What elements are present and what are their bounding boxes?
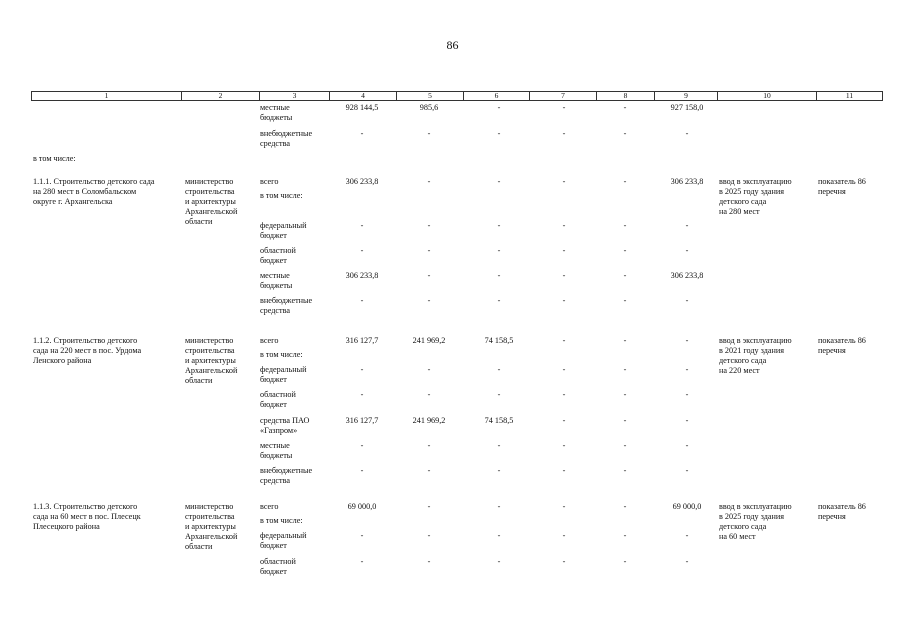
row-source: областной бюджет <box>260 246 296 265</box>
cell-c8: - <box>623 390 627 399</box>
cell-c7: - <box>562 177 566 186</box>
executor: министерство строительства и архитектуры Архангельской области <box>185 177 238 226</box>
row-source: всего <box>260 177 279 186</box>
cell-c6: - <box>497 103 501 112</box>
row-source: внебюджетные средства <box>260 466 313 485</box>
measure-title: 1.1.3. Строительство детского сада на 60 мест в пос. Плесецк Плесецкого района <box>33 502 141 531</box>
cell-c6: - <box>497 531 501 540</box>
header-col-9: 9 <box>655 92 718 100</box>
cell-c4: 69 000,0 <box>347 502 377 511</box>
row-source: внебюджетные средства <box>260 296 313 315</box>
cell-c5: 241 969,2 <box>412 416 446 425</box>
row-source: в том числе: <box>260 191 303 200</box>
cell-c9: - <box>685 246 689 255</box>
cell-c5: - <box>427 296 431 305</box>
cell-c7: - <box>562 129 566 138</box>
cell-c8: - <box>623 466 627 475</box>
cell-c7: - <box>562 246 566 255</box>
indicator: показатель 86 перечня <box>818 502 866 521</box>
cell-c6: - <box>497 296 501 305</box>
cell-c7: - <box>562 502 566 511</box>
cell-c5: - <box>427 221 431 230</box>
row-source: в том числе: <box>260 350 303 359</box>
cell-c8: - <box>623 129 627 138</box>
cell-c6: - <box>497 466 501 475</box>
cell-c6: - <box>497 390 501 399</box>
cell-c4: - <box>360 365 364 374</box>
cell-c5: - <box>427 390 431 399</box>
cell-c7: - <box>562 296 566 305</box>
cell-c8: - <box>623 557 627 566</box>
cell-c9: - <box>685 129 689 138</box>
cell-c8: - <box>623 177 627 186</box>
header-col-4: 4 <box>330 92 397 100</box>
cell-c5: - <box>427 441 431 450</box>
cell-c5: - <box>427 531 431 540</box>
expected-result: ввод в эксплуатацию в 2025 году здания детского сада на 280 мест <box>719 177 792 216</box>
row-source: местные бюджеты <box>260 103 293 122</box>
cell-c6: - <box>497 177 501 186</box>
cell-c9: - <box>685 557 689 566</box>
header-col-8: 8 <box>597 92 655 100</box>
cell-c5: - <box>427 502 431 511</box>
cell-c6: - <box>497 221 501 230</box>
cell-c6: - <box>497 129 501 138</box>
cell-c6: - <box>497 246 501 255</box>
cell-c4: - <box>360 531 364 540</box>
cell-c7: - <box>562 271 566 280</box>
cell-c8: - <box>623 502 627 511</box>
cell-c4: - <box>360 557 364 566</box>
executor: министерство строительства и архитектуры Архангельской области <box>185 336 238 385</box>
cell-c9: - <box>685 531 689 540</box>
row-source: федеральный бюджет <box>260 531 307 550</box>
row-source: в том числе: <box>260 516 303 525</box>
cell-c6: - <box>497 365 501 374</box>
cell-c5: - <box>427 557 431 566</box>
cell-c5: 985,6 <box>419 103 439 112</box>
cell-c9: - <box>685 296 689 305</box>
row-source: федеральный бюджет <box>260 365 307 384</box>
cell-c4: - <box>360 296 364 305</box>
cell-c9: - <box>685 466 689 475</box>
expected-result: ввод в эксплуатацию в 2021 году здания детского сада на 220 мест <box>719 336 792 375</box>
cell-c5: - <box>427 365 431 374</box>
cell-c7: - <box>562 365 566 374</box>
cell-c8: - <box>623 221 627 230</box>
cell-c5: 241 969,2 <box>412 336 446 345</box>
measure-title: 1.1.1. Строительство детского сада на 280 мест в Соломбальском округе г. Архангельска <box>33 177 155 206</box>
cell-c7: - <box>562 336 566 345</box>
cell-c4: - <box>360 246 364 255</box>
cell-c7: - <box>562 531 566 540</box>
cell-c7: - <box>562 390 566 399</box>
cell-c6: 74 158,5 <box>484 416 514 425</box>
cell-c7: - <box>562 416 566 425</box>
header-col-10: 10 <box>718 92 817 100</box>
cell-c4: - <box>360 221 364 230</box>
cell-c9: 306 233,8 <box>670 177 704 186</box>
column-number-header <box>31 91 883 101</box>
header-col-6: 6 <box>464 92 530 100</box>
indicator: показатель 86 перечня <box>818 336 866 355</box>
cell-c8: - <box>623 296 627 305</box>
cell-c4: 316 127,7 <box>345 416 379 425</box>
header-col-1: 1 <box>32 92 182 100</box>
cell-c5: - <box>427 271 431 280</box>
cell-c6: - <box>497 441 501 450</box>
row-source: федеральный бюджет <box>260 221 307 240</box>
header-col-3: 3 <box>260 92 330 100</box>
cell-c7: - <box>562 441 566 450</box>
row-source: местные бюджеты <box>260 441 293 460</box>
cell-c8: - <box>623 365 627 374</box>
cell-c8: - <box>623 271 627 280</box>
cell-c8: - <box>623 531 627 540</box>
cell-c4: 306 233,8 <box>345 271 379 280</box>
cell-c9: 306 233,8 <box>670 271 704 280</box>
row-source: областной бюджет <box>260 390 296 409</box>
row-source: местные бюджеты <box>260 271 293 290</box>
cell-c4: 928 144,5 <box>345 103 379 112</box>
cell-c7: - <box>562 103 566 112</box>
cell-c6: 74 158,5 <box>484 336 514 345</box>
cell-c8: - <box>623 441 627 450</box>
expected-result: ввод в эксплуатацию в 2025 году здания детского сада на 60 мест <box>719 502 792 541</box>
cell-c9: - <box>685 365 689 374</box>
cell-c4: 316 127,7 <box>345 336 379 345</box>
cell-c7: - <box>562 221 566 230</box>
cell-c9: - <box>685 441 689 450</box>
cell-c5: - <box>427 177 431 186</box>
cell-c4: - <box>360 466 364 475</box>
cell-c5: - <box>427 246 431 255</box>
header-col-5: 5 <box>397 92 464 100</box>
cell-c6: - <box>497 557 501 566</box>
executor: министерство строительства и архитектуры Архангельской области <box>185 502 238 551</box>
cell-c4: - <box>360 441 364 450</box>
section-caption: в том числе: <box>33 154 76 163</box>
row-source: всего <box>260 336 279 345</box>
measure-title: 1.1.2. Строительство детского сада на 220 мест в пос. Урдома Ленского района <box>33 336 142 365</box>
cell-c8: - <box>623 336 627 345</box>
cell-c9: - <box>685 416 689 425</box>
header-col-7: 7 <box>530 92 597 100</box>
cell-c9: - <box>685 336 689 345</box>
cell-c8: - <box>623 103 627 112</box>
cell-c4: - <box>360 390 364 399</box>
cell-c9: 69 000,0 <box>672 502 702 511</box>
cell-c8: - <box>623 416 627 425</box>
cell-c6: - <box>497 502 501 511</box>
cell-c9: 927 158,0 <box>670 103 704 112</box>
cell-c9: - <box>685 221 689 230</box>
row-source: внебюджетные средства <box>260 129 313 148</box>
row-source: средства ПАО «Газпром» <box>260 416 310 435</box>
cell-c7: - <box>562 466 566 475</box>
cell-c9: - <box>685 390 689 399</box>
row-source: областной бюджет <box>260 557 296 576</box>
header-col-2: 2 <box>182 92 260 100</box>
page-number: 86 <box>446 38 459 52</box>
header-col-11: 11 <box>845 91 854 100</box>
indicator: показатель 86 перечня <box>818 177 866 196</box>
cell-c7: - <box>562 557 566 566</box>
cell-c5: - <box>427 466 431 475</box>
cell-c4: - <box>360 129 364 138</box>
cell-c5: - <box>427 129 431 138</box>
cell-c6: - <box>497 271 501 280</box>
row-source: всего <box>260 502 279 511</box>
cell-c8: - <box>623 246 627 255</box>
cell-c4: 306 233,8 <box>345 177 379 186</box>
